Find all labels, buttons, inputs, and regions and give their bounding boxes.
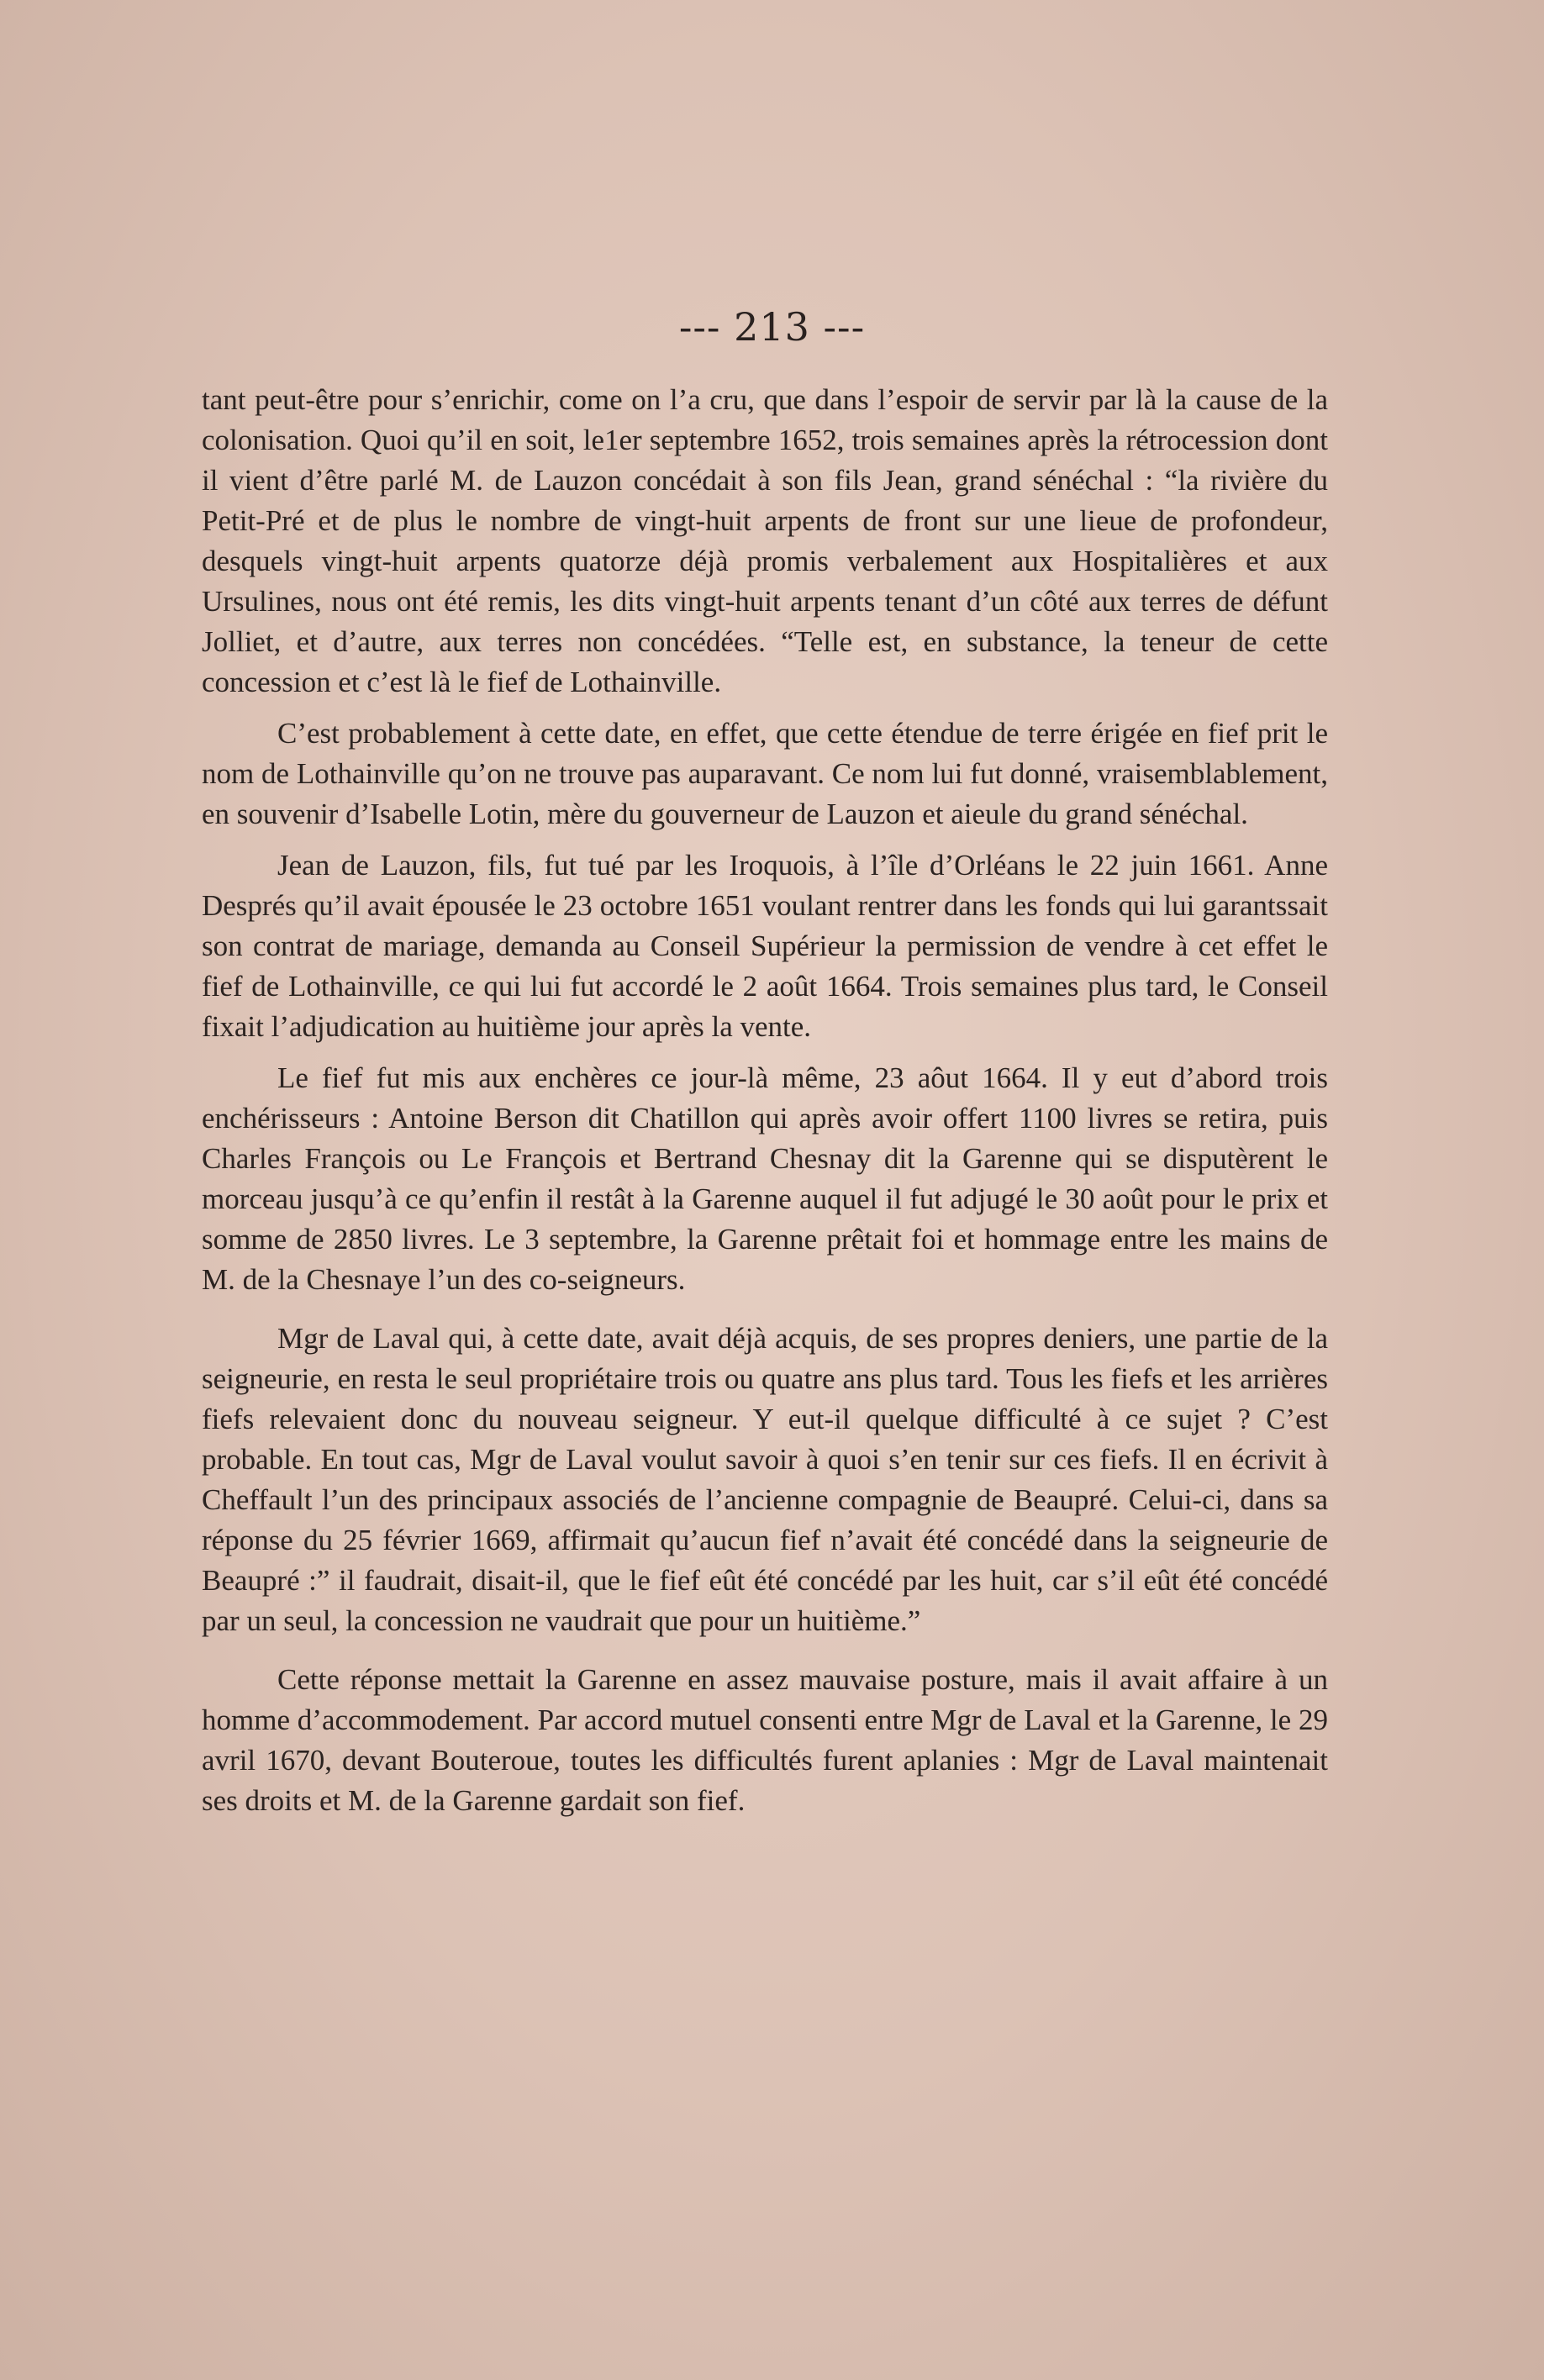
- body-text: [202, 380, 1328, 1832]
- paragraph-2: C’est probablement à cette date, en effet, que cette étendue de terre érigée en fief prit le nom de Lothainville qu’on ne trouve pas auparavant. Ce nom lui fut donné, vraisemblablement, en souvenir d’Isabelle Lotin, mère du gouverneur de Lauzon et aieule du grand sénéchal.: [202, 717, 1328, 830]
- paragraph-1: tant peut-être pour s’enrichir, come on l’a cru, que dans l’espoir de servir par là la cause de la colonisation. Quoi qu’il en soit, le1er septembre 1652, trois semaines après la rétrocession dont il vient d’être parlé M. de Lauzon concédait à son fils Jean, grand sénéchal : “la rivière du Petit-Pré et de plus le nombre de vingt-huit arpents de front sur une lieue de profondeur, desquels vingt-huit arpents quatorze déjà promis verbalement aux Hospitalières et aux Ursulines, nous ont été remis, les dits vingt-huit arpents tenant d’un côté aux terres de défunt Jolliet, et d’autre, aux terres non concédées. “Telle est, en substance, la teneur de cette concession et c’est là le fief de Lothainville.: [202, 383, 1328, 698]
- paragraph-3: Jean de Lauzon, fils, fut tué par les Iroquois, à l’île d’Orléans le 22 juin 1661. Anne Després qu’il avait épousée le 23 octobre 1651 voulant rentrer dans les fonds qui lui garantssait son contrat de mariage, demanda au Conseil Supérieur la permission de vendre à cet effet le fief de Lothainville, ce qui lui fut accordé le 2 août 1664. Trois semaines plus tard, le Conseil fixait l’adjudication au huitième jour après la vente.: [202, 849, 1328, 1043]
- paragraph-6: Cette réponse mettait la Garenne en assez mauvaise posture, mais il avait affaire à un homme d’accommodement. Par accord mutuel consenti entre Mgr de Laval et la Garenne, le 29 avril 1670, devant Bouteroue, toutes les difficultés furent aplanies : Mgr de Laval maintenait ses droits et M. de la Garenne gardait son fief.: [202, 1663, 1328, 1817]
- page-number: --- 213 ---: [678, 304, 866, 350]
- paragraph-5: Mgr de Laval qui, à cette date, avait déjà acquis, de ses propres deniers, une partie de la seigneurie, en resta le seul propriétaire trois ou quatre ans plus tard. Tous les fiefs et les arrières fiefs relevaient donc du nouveau seigneur. Y eut-il quelque difficulté à ce sujet ? C’est probable. En tout cas, Mgr de Laval voulut savoir à quoi s’en tenir sur ces fiefs. Il en écrivit à Cheffault l’un des principaux associés de l’ancienne compagnie de Beaupré. Celui-ci, dans sa réponse du 25 février 1669, affirmait qu’aucun fief n’avait été concédé dans la seigneurie de Beaupré :” il faudrait, disait-il, que le fief eût été concédé par les huit, car s’il eût été concédé par un seul, la concession ne vaudrait que pour un huitième.”: [202, 1322, 1328, 1637]
- paragraph-4: Le fief fut mis aux enchères ce jour-là même, 23 aôut 1664. Il y eut d’abord trois enchérisseurs : Antoine Berson dit Chatillon qui après avoir offert 1100 livres se retira, puis Charles François ou Le François et Bertrand Chesnay dit la Garenne qui se disputèrent le morceau jusqu’à ce qu’enfin il restât à la Garenne auquel il fut adjugé le 30 août pour le prix et somme de 2850 livres. Le 3 septembre, la Garenne prêtait foi et hommage entre les mains de M. de la Chesnaye l’un des co-seigneurs.: [202, 1061, 1328, 1296]
